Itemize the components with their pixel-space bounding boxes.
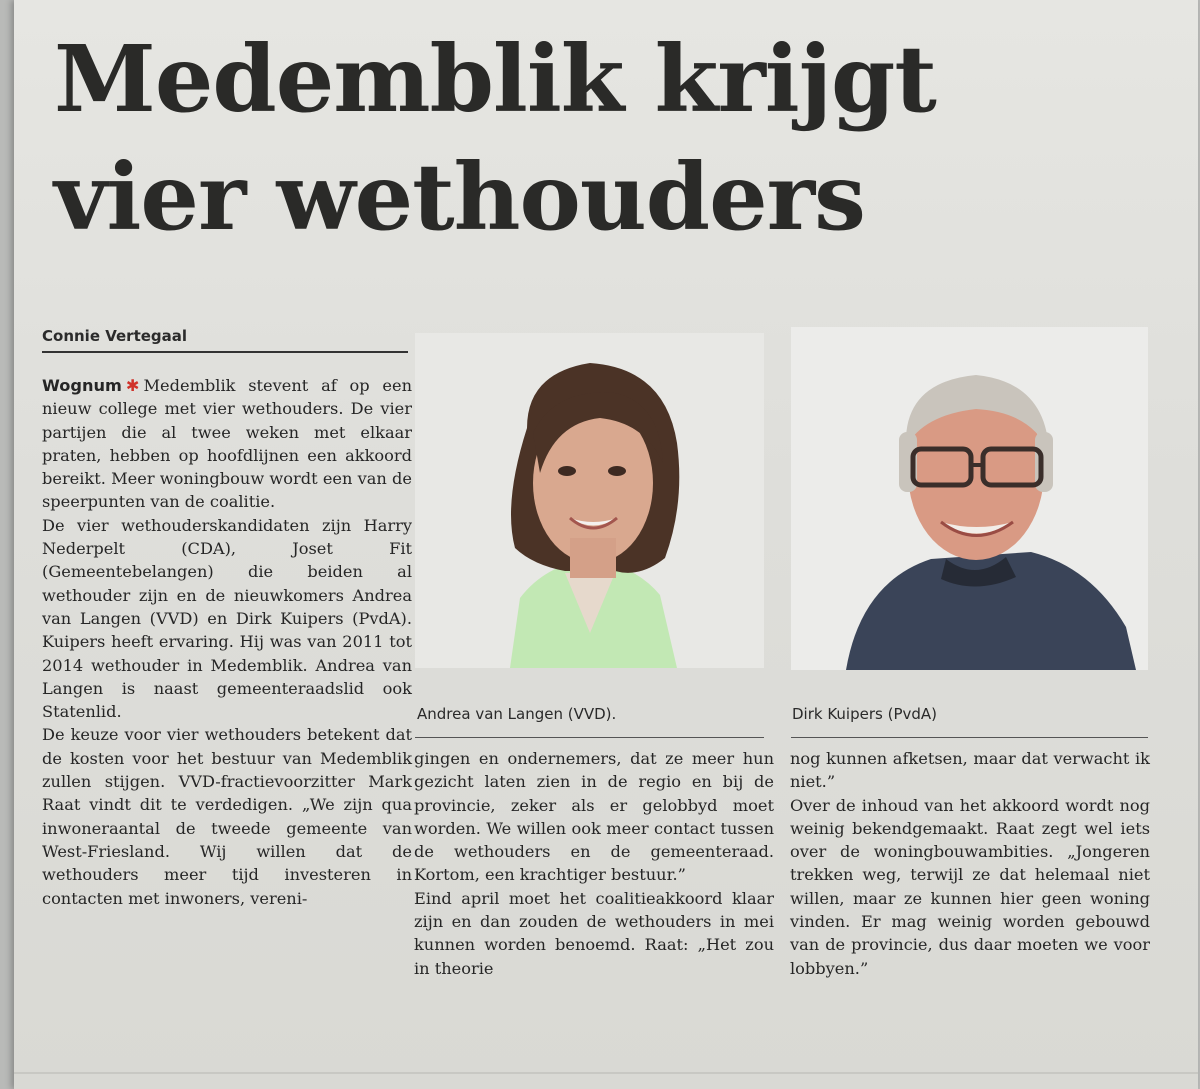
caption-divider [415,737,764,738]
headline-line-2: vier wethouders [54,143,865,251]
headline-line-1: Medemblik krijgt [54,25,936,133]
photo-caption-andrea: Andrea van Langen (VVD). [417,705,617,723]
portrait-man-illustration [791,327,1148,670]
paragraph: gingen en ondernemers, dat ze meer hun gezicht laten zien in de regio en bij de provincie, zeker als er gelobbyd moet worden. We willen ook meer contact tussen de wethouders en de gemeenteraad. Kortom, een krachtiger bestuur.” [414,749,774,885]
paragraph: De vier wethouderskandidaten zijn Harry Nederpelt (CDA), Joset Fit (Gemeentebelangen) die beiden al wethouder zijn en de nieuwkomers Andrea van Langen (VVD) en Dirk Kuipers (PvdA). Kuipers heeft ervaring. Hij was van 2011 tot 2014 wethouder in Medemblik. Andrea van Langen is naast gemeenteraadslid ook Statenlid. [42,515,412,722]
photo-dirk-kuipers [791,327,1148,670]
portrait-woman-illustration [415,333,764,668]
paper-fold-line [14,1072,1198,1074]
article-byline: Connie Vertegaal [42,327,408,353]
newspaper-clipping [14,0,1198,1089]
paragraph-text: Medemblik stevent af op een nieuw college met vier wethouders. De vier partijen die al twee weken met elkaar praten, hebben op hoofdlijnen een akkoord bereikt. Meer woningbouw wordt een van de speerpunten van de coalitie. [42,376,412,512]
article-column-2 [414,747,774,980]
photo-andrea-van-langen [415,333,764,668]
dateline: Wognum [42,376,122,395]
photo-caption-dirk: Dirk Kuipers (PvdA) [792,705,938,723]
article-column-3 [790,747,1150,980]
paragraph: De keuze voor vier wethouders betekent dat de kosten voor het bestuur van Medemblik zullen stijgen. VVD-fractievoorzitter Mark Raat vindt dit te verdedigen. „We zijn qua inwoneraantal de tweede gemeente van West-Friesland. Wij willen dat de wethouders meer tijd investeren in contacten met inwoners, vereni- [42,725,412,908]
paragraph: nog kunnen afketsen, maar dat verwacht ik niet.” [790,749,1150,792]
article-headline [54,20,1174,256]
paragraph: Eind april moet het coalitieakkoord klaar zijn en dan zouden de wethouders in mei kunnen worden benoemd. Raat: „Het zou in theorie [414,888,774,978]
paragraph [42,374,412,514]
dateline-asterisk-icon: ✱ [125,376,140,395]
paragraph: Over de inhoud van het akkoord wordt nog weinig bekendgemaakt. Raat zegt wel iets over de woningbouwambities. „Jongeren trekken weg, terwijl ze dat helemaal niet willen, maar ze kunnen hier geen woning vinden. Er mag weinig worden gebouwd van de provincie, dus daar moeten we voor lobbyen.” [790,795,1150,978]
article-column-1 [42,374,412,910]
caption-divider [791,737,1148,738]
